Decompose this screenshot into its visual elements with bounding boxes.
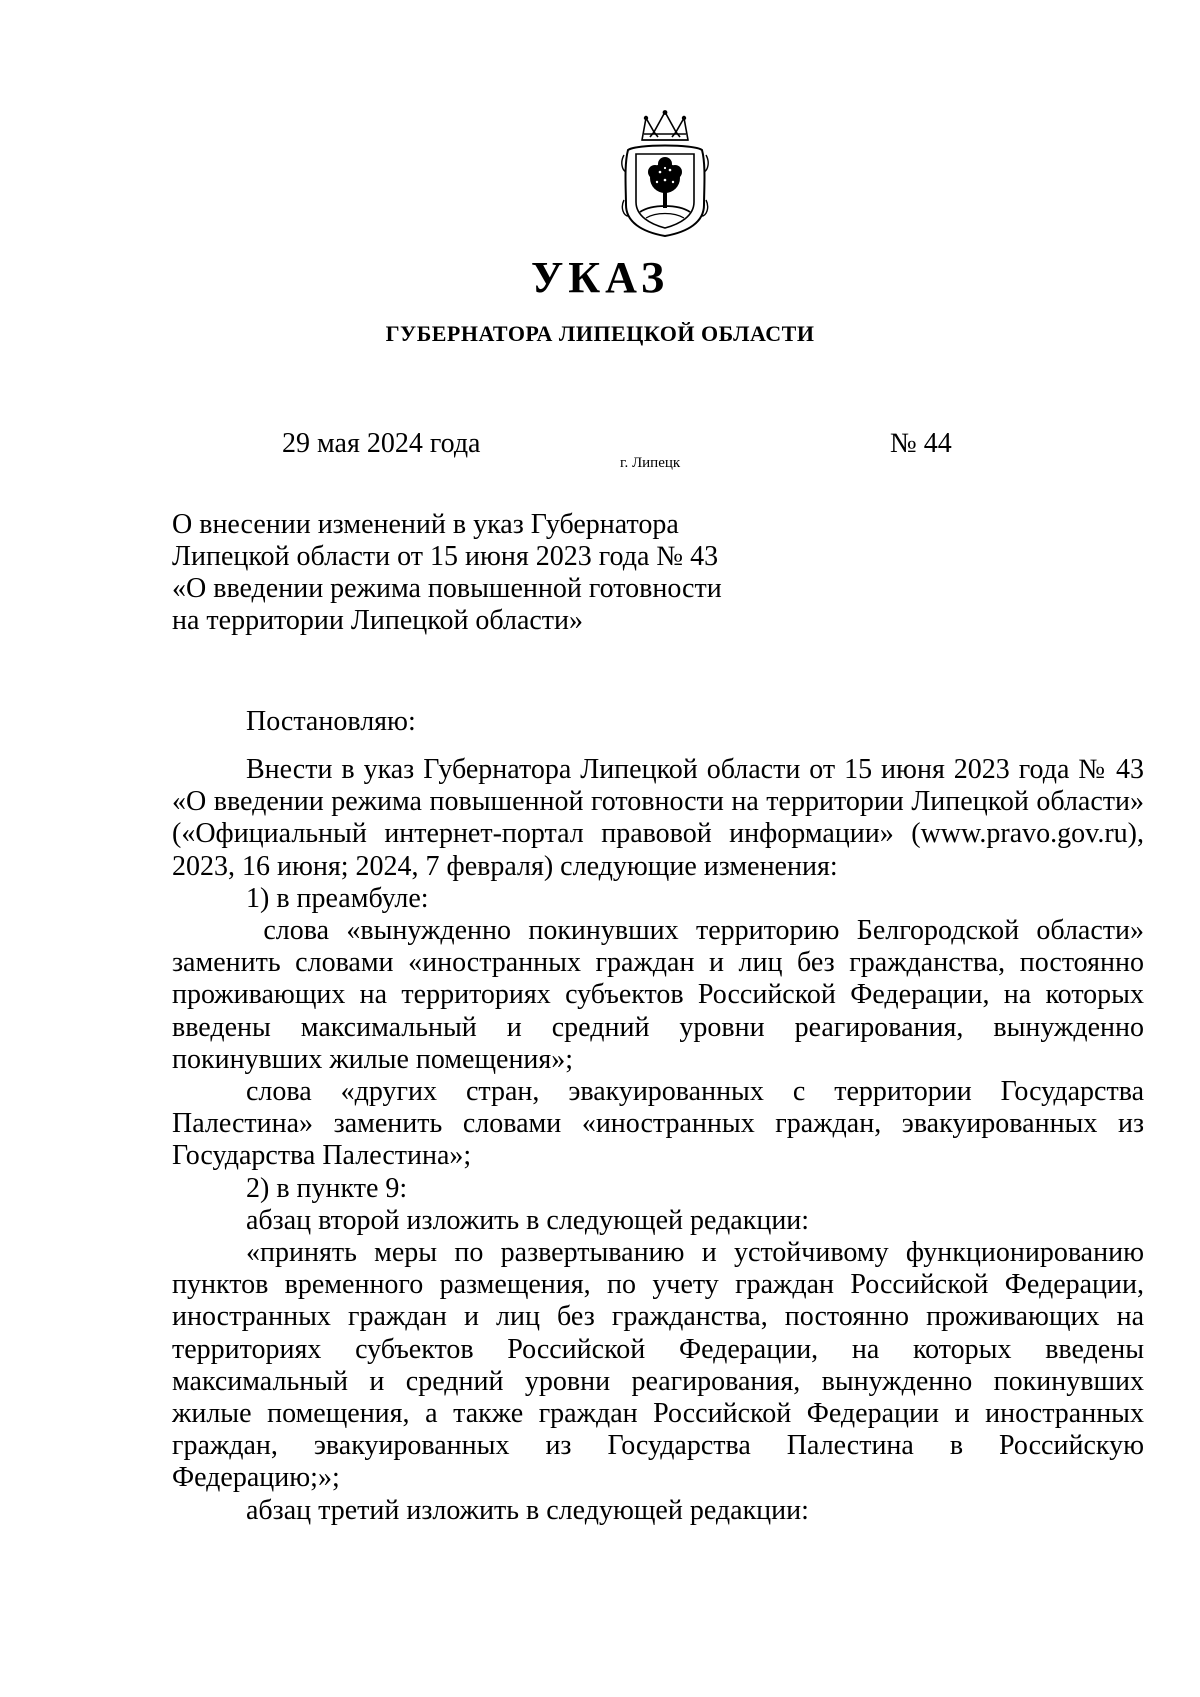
decree-resolve-word: Постановляю:	[246, 706, 416, 737]
decree-date: 29 мая 2024 года	[282, 428, 481, 459]
decree-number: № 44	[890, 428, 952, 459]
heading-line: О внесении изменений в указ Губернатора	[172, 509, 679, 540]
body-paragraph: абзац второй изложить в следующей редакции:	[246, 1204, 810, 1236]
heading-line: на территории Липецкой области»	[172, 605, 584, 636]
body-paragraph: 2) в пункте 9:	[246, 1172, 408, 1204]
heading-line: Липецкой области от 15 июня 2023 года № 43	[172, 541, 719, 572]
body-paragraph: «принять меры по развертыванию и устойчивому функционированию пунктов временного размещения, по учету граждан Российской Федерации, иностранных граждан и лиц без гражданства, постоянно проживающих на территориях субъектов Российской Федерации, на которых введены максимальный и средний уровни реагирования, вынужденно покинувших жилые помещения, а также граждан Российской Федерации и иностранных граждан, эвакуированных из Государства Палестина в Российскую Федерацию;»;	[172, 1237, 1144, 1494]
document-subtitle: ГУБЕРНАТОРА ЛИПЕЦКОЙ ОБЛАСТИ	[385, 321, 815, 346]
body-paragraph: слова «других стран, эвакуированных с территории Государства Палестина» заменить словами «иностранных граждан, эвакуированных из Государства Палестина»;	[172, 1076, 1144, 1172]
document-title: УКАЗ	[530, 253, 670, 302]
decree-city: г. Липецк	[620, 455, 681, 471]
heading-line: «О введении режима повышенной готовности	[172, 573, 722, 604]
decree-heading	[172, 509, 772, 637]
body-paragraph: слова «вынужденно покинувших территорию Белгородской области» заменить словами «иностранных граждан и лиц без гражданства, постоянно проживающих на территориях субъектов Российской Федерации, на которых введены максимальный и средний уровни реагирования, вынужденно покинувших жилые помещения»;	[172, 915, 1152, 1075]
body-paragraph: Внести в указ Губернатора Липецкой области от 15 июня 2023 года № 43 «О введении режима повышенной готовности на территории Липецкой области» («Официальный интернет-портал правовой информации» (www.pravo.gov.ru), 2023, 16 июня; 2024, 7 февраля) следующие изменения:	[172, 754, 1144, 882]
body-paragraph: абзац третий изложить в следующей редакции:	[246, 1494, 809, 1526]
body-paragraph: 1) в преамбуле:	[246, 882, 429, 914]
coat-of-arms-icon	[620, 110, 710, 240]
decree-body	[172, 754, 1152, 1527]
